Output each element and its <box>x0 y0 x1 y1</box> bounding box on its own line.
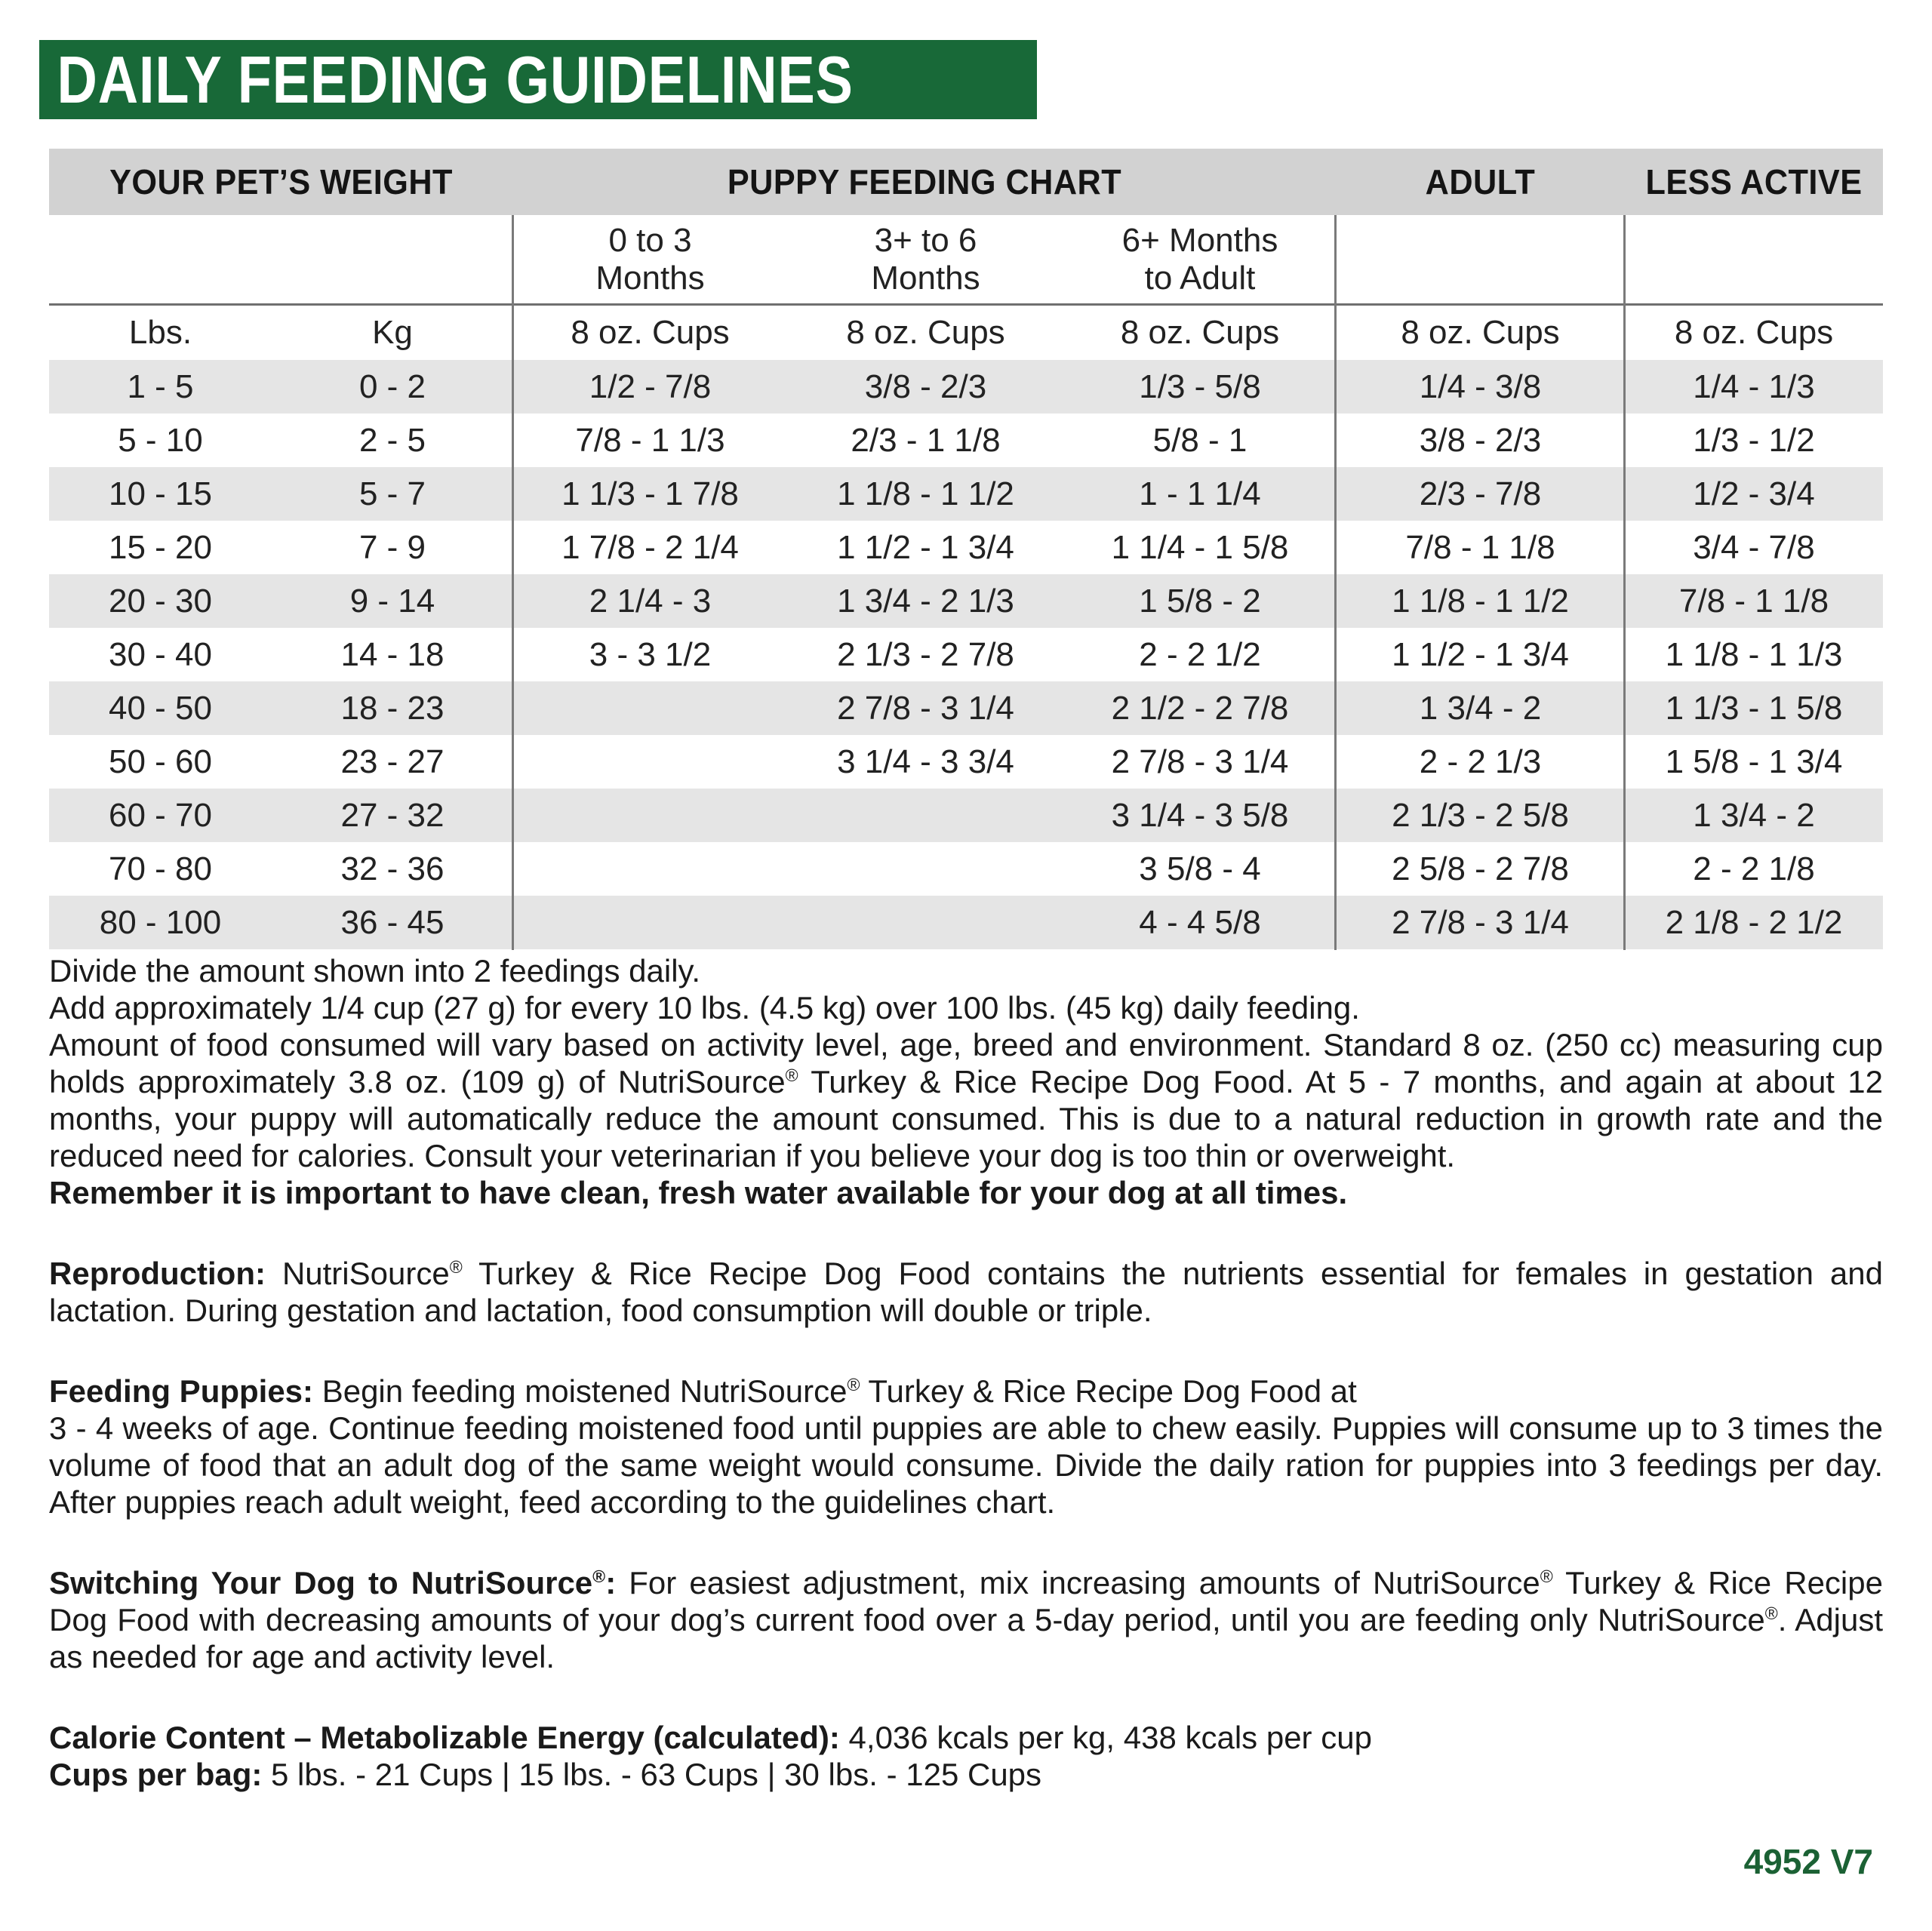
age-range-line: 3+ to 6 <box>874 221 977 259</box>
note-label-bold: Calorie Content – Metabolizable Energy (calculated): <box>49 1720 840 1755</box>
unit-kg: Kg <box>372 314 413 351</box>
table-row <box>49 574 1883 628</box>
note-text: Divide the amount shown into 2 feedings daily. <box>49 953 701 989</box>
note-text: Begin feeding moistened NutriSource® Turkey & Rice Recipe Dog Food at <box>313 1373 1357 1409</box>
table-body <box>49 360 1883 949</box>
table-cell: 1/4 - 1/3 <box>1693 367 1815 405</box>
age-range-0-3-months <box>513 222 787 297</box>
table-cell: 3/8 - 2/3 <box>864 367 987 405</box>
table-cell: 2 1/4 - 3 <box>589 582 712 620</box>
table-row <box>49 842 1883 896</box>
age-range-3-6-months <box>787 222 1064 297</box>
age-range-line: 0 to 3 <box>608 221 692 259</box>
table-cell: 1 5/8 - 1 3/4 <box>1665 743 1843 780</box>
table-cell: 1 3/4 - 2 1/3 <box>837 582 1014 620</box>
section-header-adult: ADULT <box>1425 162 1536 201</box>
note-text: Amount of food consumed will vary based on activity level, age, breed and environment. Standard 8 oz. (250 cc) measuring cup holds approximately 3.8 oz. (109 g) of NutriSource® Turkey & Rice Recipe Dog Food. At 5 - 7 months, and again at about 12 months, your puppy will automatically reduce the amount consumed. This is due to a natural reduction in growth rate and the reduced need for calories. Consult your veterinarian if you believe your dog is too thin or overweight. <box>49 1027 1884 1173</box>
age-range-line: Months <box>871 259 980 297</box>
table-cell: 1 1/8 - 1 1/2 <box>1392 582 1569 620</box>
table-cell: 10 - 15 <box>109 475 212 512</box>
note-label-bold: Reproduction: <box>49 1256 266 1291</box>
page-title: DAILY FEEDING GUIDELINES <box>57 42 854 117</box>
table-cell: 20 - 30 <box>109 582 212 620</box>
table-cell: 7/8 - 1 1/3 <box>575 421 725 459</box>
registered-mark: ® <box>1764 1604 1778 1623</box>
table-vertical-divider <box>512 215 514 950</box>
unit-cups: 8 oz. Cups <box>1401 314 1560 351</box>
note-paragraph <box>49 1174 1883 1211</box>
registered-mark: ® <box>449 1257 463 1277</box>
note-text: Add approximately 1/4 cup (27 g) for every 10 lbs. (4.5 kg) over 100 lbs. (45 kg) daily feeding. <box>49 990 1360 1025</box>
table-cell: 7/8 - 1 1/8 <box>1678 582 1829 620</box>
section-header-puppy-chart: PUPPY FEEDING CHART <box>727 162 1122 201</box>
table-row <box>49 360 1883 414</box>
table-cell: 5 - 7 <box>358 475 426 512</box>
table-cell: 3 5/8 - 4 <box>1139 850 1261 887</box>
table-cell: 3/4 - 7/8 <box>1693 528 1815 566</box>
table-cell: 3 1/4 - 3 5/8 <box>1111 796 1289 834</box>
note-paragraph <box>49 1564 1883 1675</box>
title-banner <box>39 40 1037 119</box>
table-cell: 1 1/3 - 1 7/8 <box>561 475 739 512</box>
table-row <box>49 896 1883 949</box>
table-cell: 1 1/8 - 1 1/2 <box>837 475 1014 512</box>
note-text: 4,036 kcals per kg, 438 kcals per cup <box>839 1720 1372 1755</box>
table-cell: 2 7/8 - 3 1/4 <box>1392 903 1569 941</box>
table-cell: 23 - 27 <box>340 743 445 780</box>
table-cell: 2 - 2 1/2 <box>1139 635 1261 673</box>
paragraph-spacer <box>49 1675 1883 1719</box>
table-cell: 1 3/4 - 2 <box>1693 796 1815 834</box>
table-cell: 1 1/2 - 1 3/4 <box>1392 635 1569 673</box>
table-cell: 1/2 - 7/8 <box>589 367 712 405</box>
table-cell: 0 - 2 <box>358 367 426 405</box>
table-vertical-divider <box>1623 215 1626 950</box>
registered-mark: ® <box>592 1567 606 1586</box>
notes-section <box>49 952 1883 1793</box>
table-cell: 27 - 32 <box>340 796 445 834</box>
paragraph-spacer <box>49 1329 1883 1373</box>
paragraph-spacer <box>49 1211 1883 1255</box>
table-cell: 1 1/4 - 1 5/8 <box>1111 528 1289 566</box>
unit-cups: 8 oz. Cups <box>1674 314 1834 351</box>
table-cell: 32 - 36 <box>340 850 445 887</box>
table-cell: 4 - 4 5/8 <box>1139 903 1261 941</box>
note-text: 3 - 4 weeks of age. Continue feeding moistened food until puppies are able to chew easily. Puppies will consume up to 3 times the volume of food that an adult dog of the same weight would consume. Divide the daily ration for puppies into 3 feedings per day. After puppies reach adult weight, feed according to the guidelines chart. <box>49 1410 1883 1520</box>
note-paragraph <box>49 1756 1883 1793</box>
table-cell: 1/3 - 5/8 <box>1139 367 1261 405</box>
table-row <box>49 735 1883 789</box>
table-vertical-divider <box>1334 215 1337 950</box>
table-cell: 1/2 - 3/4 <box>1693 475 1815 512</box>
note-label-bold: Switching Your Dog to NutriSource®: <box>49 1565 617 1600</box>
table-cell: 7 - 9 <box>358 528 426 566</box>
note-paragraph <box>49 1719 1883 1756</box>
table-section-header-row <box>49 149 1883 215</box>
table-cell: 40 - 50 <box>109 689 212 727</box>
table-cell: 18 - 23 <box>340 689 445 727</box>
table-row <box>49 789 1883 842</box>
table-cell: 2 7/8 - 3 1/4 <box>837 689 1014 727</box>
section-header-less-active: LESS ACTIVE <box>1645 162 1863 201</box>
table-cell: 1 7/8 - 2 1/4 <box>561 528 739 566</box>
note-label-bold: Feeding Puppies: <box>49 1373 314 1409</box>
table-cell: 2 5/8 - 2 7/8 <box>1392 850 1569 887</box>
unit-cups: 8 oz. Cups <box>571 314 730 351</box>
unit-cups: 8 oz. Cups <box>1120 314 1280 351</box>
note-text: 5 lbs. - 21 Cups | 15 lbs. - 63 Cups | 30 lbs. - 125 Cups <box>262 1757 1042 1792</box>
table-cell: 60 - 70 <box>109 796 212 834</box>
table-cell: 1 1/3 - 1 5/8 <box>1665 689 1843 727</box>
table-cell: 1 1/2 - 1 3/4 <box>837 528 1014 566</box>
note-paragraph <box>49 1255 1883 1329</box>
table-cell: 2/3 - 1 1/8 <box>851 421 1001 459</box>
table-cell: 5/8 - 1 <box>1152 421 1247 459</box>
table-cell: 2 - 5 <box>358 421 426 459</box>
table-row <box>49 467 1883 521</box>
note-paragraph <box>49 1373 1883 1521</box>
feeding-guidelines-table <box>49 149 1883 950</box>
age-range-line: 6+ Months <box>1121 221 1278 259</box>
units-row <box>49 306 1883 360</box>
table-cell: 5 - 10 <box>118 421 203 459</box>
table-cell: 80 - 100 <box>99 903 222 941</box>
table-row <box>49 628 1883 681</box>
unit-cups: 8 oz. Cups <box>846 314 1005 351</box>
table-cell: 2 1/2 - 2 7/8 <box>1111 689 1289 727</box>
paragraph-spacer <box>49 1521 1883 1564</box>
table-cell: 15 - 20 <box>109 528 212 566</box>
note-text: NutriSource® Turkey & Rice Recipe Dog Food contains the nutrients essential for females in gestation and lactation. During gestation and lactation, food consumption will double or triple. <box>49 1256 1883 1328</box>
table-cell: 3/8 - 2/3 <box>1419 421 1542 459</box>
table-cell: 9 - 14 <box>349 582 435 620</box>
table-cell: 30 - 40 <box>109 635 212 673</box>
table-cell: 2 - 2 1/8 <box>1693 850 1815 887</box>
footer-code: 4952 V7 <box>1743 1842 1873 1881</box>
table-cell: 2 7/8 - 3 1/4 <box>1111 743 1289 780</box>
table-cell: 7/8 - 1 1/8 <box>1405 528 1555 566</box>
table-cell: 2 1/8 - 2 1/2 <box>1665 903 1843 941</box>
age-range-row <box>49 215 1883 306</box>
registered-mark: ® <box>1540 1567 1553 1586</box>
table-cell: 2/3 - 7/8 <box>1419 475 1542 512</box>
table-cell: 1 3/4 - 2 <box>1419 689 1542 727</box>
table-cell: 1/4 - 3/8 <box>1419 367 1542 405</box>
table-cell: 36 - 45 <box>340 903 445 941</box>
section-header-pet-weight: YOUR PET’S WEIGHT <box>109 162 453 201</box>
table-cell: 2 1/3 - 2 5/8 <box>1392 796 1569 834</box>
table-cell: 1/3 - 1/2 <box>1693 421 1815 459</box>
table-row <box>49 681 1883 735</box>
table-cell: 50 - 60 <box>109 743 212 780</box>
registered-mark: ® <box>847 1375 860 1394</box>
age-range-line: to Adult <box>1144 259 1256 297</box>
note-label-bold: Remember it is important to have clean, fresh water available for your dog at all times. <box>49 1175 1348 1210</box>
unit-lbs: Lbs. <box>128 314 192 351</box>
table-row <box>49 414 1883 467</box>
table-cell: 1 - 5 <box>127 367 194 405</box>
table-cell: 1 - 1 1/4 <box>1139 475 1261 512</box>
table-cell: 1 5/8 - 2 <box>1139 582 1261 620</box>
age-range-6-months-adult <box>1064 222 1336 297</box>
table-cell: 2 - 2 1/3 <box>1419 743 1542 780</box>
table-cell: 1 1/8 - 1 1/3 <box>1665 635 1843 673</box>
table-cell: 70 - 80 <box>109 850 212 887</box>
note-text: For easiest adjustment, mix increasing amounts of NutriSource® Turkey & Rice Recipe Dog Food with decreasing amounts of your dog’s current food over a 5-day period, until you are feeding only NutriSource®. Adjust as needed for age and activity level. <box>49 1565 1883 1674</box>
table-row <box>49 521 1883 574</box>
note-paragraph <box>49 1026 1883 1174</box>
note-paragraph <box>49 989 1883 1026</box>
note-label-bold: Cups per bag: <box>49 1757 263 1792</box>
age-range-line: Months <box>595 259 705 297</box>
registered-mark: ® <box>785 1065 798 1085</box>
note-paragraph <box>49 952 1883 989</box>
table-cell: 2 1/3 - 2 7/8 <box>837 635 1014 673</box>
table-cell: 14 - 18 <box>340 635 445 673</box>
table-cell: 3 1/4 - 3 3/4 <box>837 743 1014 780</box>
table-cell: 3 - 3 1/2 <box>589 635 712 673</box>
